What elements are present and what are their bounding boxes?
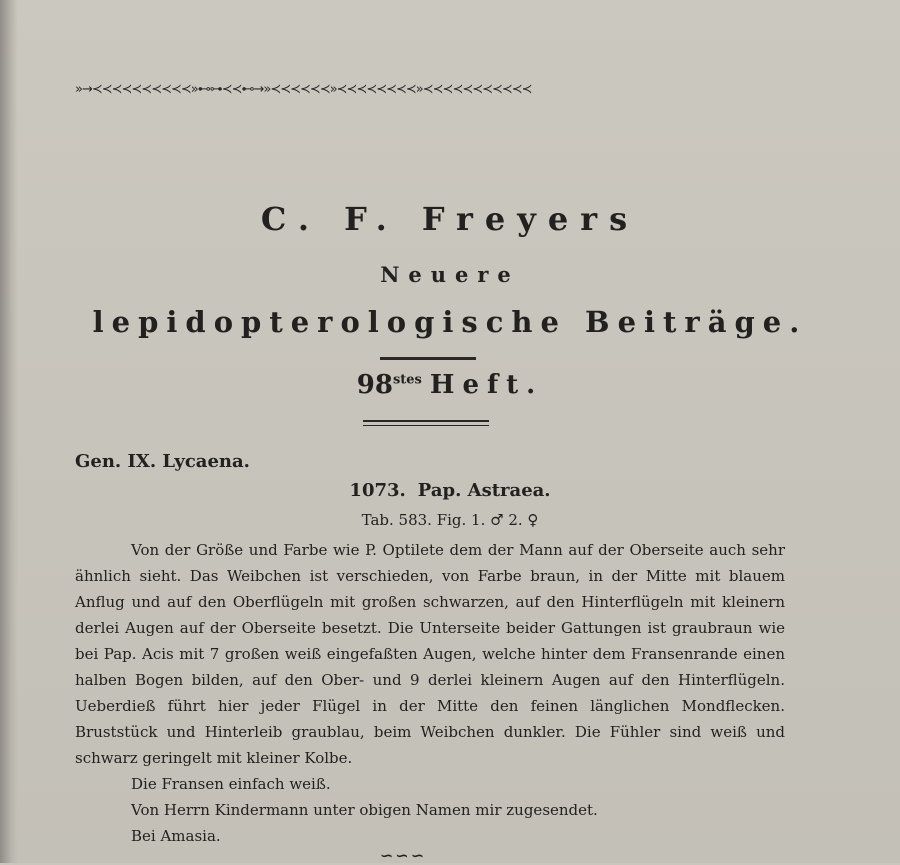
- source-note: Von Herrn Kindermann unter obigen Namen mir zugesendet.: [131, 801, 598, 819]
- figure-reference: Tab. 583. Fig. 1. ♂ 2. ♀: [361, 511, 539, 529]
- genus-heading: Gen. IX. Lycaena.: [75, 451, 250, 472]
- subtitle-neuere: Neuere: [380, 262, 520, 287]
- description-text: [75, 537, 785, 849]
- issue-ordinal-suffix: stes: [392, 372, 422, 388]
- title-divider-rule: [380, 357, 476, 360]
- double-rule-top: [363, 420, 489, 422]
- double-rule-bottom: [363, 425, 489, 426]
- description-paragraph: Von der Größe und Farbe wie P. Optilete dem der Mann auf der Oberseite auch sehr ähnlich sieht. Das Weibchen ist verschieden, von Farbe braun, in der Mitte mit blauem Anflug und auf den Oberflügeln mit großen schwarzen, auf den Hinterflügeln mit kleinern derlei Augen auf der Oberseite besetzt. Die Unterseite beider Gattungen ist graubraun wie bei Pap. Acis mit 7 großen weiß eingefaßten Augen, welche hinter dem Fransenrande einen halben Bogen bilden, auf den Ober- und 9 derlei kleinern Augen auf den Hinterflügeln. Ueberdieß führt hier jeder Flügel in der Mitte den feinen länglichen Mondflecken. Bruststück und Hinterleib graublau, beim Weibchen dunkler. Die Fühler sind weiß und schwarz geringelt mit kleiner Kolbe.: [75, 541, 785, 767]
- subtitle-beitraege: lepidopterologische Beiträge.: [92, 305, 808, 339]
- bottom-ornament: ∽∽∽: [380, 846, 427, 865]
- author-title: C. F. Freyers: [260, 200, 640, 238]
- fringe-note: Die Fransen einfach weiß.: [131, 775, 331, 793]
- species-heading: [0, 480, 900, 501]
- locality-note: Bei Amasia.: [131, 827, 221, 845]
- species-number: 1073.: [349, 480, 406, 501]
- issue-word: Heft.: [429, 370, 544, 400]
- page-gutter-shadow: [0, 0, 18, 863]
- issue-heading: [0, 370, 900, 400]
- issue-number: 98: [356, 370, 393, 400]
- species-name: Pap. Astraea.: [417, 480, 551, 501]
- top-ornament-border: »→≺≺≺≺≺≺≺≺≺≺»⊷⊶≺≺⊷→»≺≺≺≺≺≺»≺≺≺≺≺≺≺≺»≺≺≺≺≺≺≺≺≺≺≺: [75, 82, 532, 97]
